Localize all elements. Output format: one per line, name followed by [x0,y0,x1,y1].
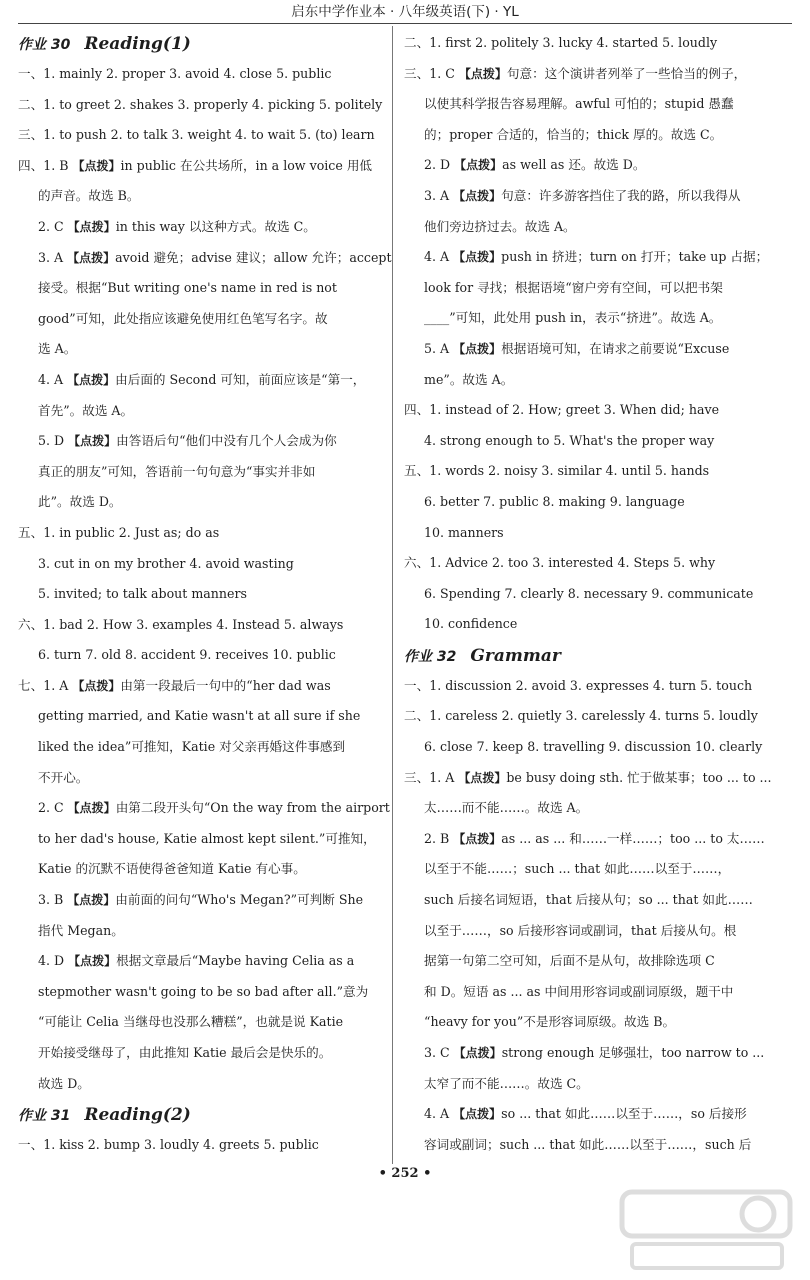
hint-marker: 【点拨】 [68,954,117,969]
header-rule [18,23,792,24]
answer-line: to her dad's house, Katie almost kept silent.”可推知， [38,830,376,846]
answer-line: 的；proper 合适的，恰当的；thick 厚的。故选 C。 [424,126,723,142]
hint-marker: 【点拨】 [453,1046,502,1060]
answer-line: stepmother wasn't going to be so bad after all.”意为 [38,983,369,999]
answer-line: 太……而不能……。故选 A。 [424,800,589,816]
answer-line: 故选 D。 [38,1075,90,1091]
answer-line: 3. A 【点拨】句意：许多游客挡住了我的路，所以我得从 [424,187,741,203]
answer-line: 五、1. words 2. noisy 3. similar 4. until 5. hands [404,463,710,479]
answer-line: 七、1. A 【点拨】由第一段最后一句中的“her dad was [18,677,331,693]
answer-line: 2. C 【点拨】由第二段开头句“On the way from the airport [38,800,390,816]
answer-line: “可能让 Celia 当继母也没那么糟糕”，也就是说 Katie [38,1014,344,1030]
answer-line: 4. A 【点拨】由后面的 Second 可知，前面应该是“第一， [38,371,366,387]
page-header [0,0,810,24]
hint-marker: 【点拨】 [67,893,116,908]
hint-marker: 【点拨】 [454,158,503,173]
answer-line: “heavy for you”不是形容词原级。故选 B。 [424,1014,676,1030]
answer-line: 选 A。 [38,341,77,357]
answer-line: 此”。故选 D。 [38,494,122,510]
watermark-logo [618,1188,794,1274]
answer-line: 5. A 【点拨】根据语境可知，在请求之前要说“Excuse [424,340,730,356]
answer-line: 3. A 【点拨】avoid 避免；advise 建议；allow 允许；accept [38,249,392,265]
answer-line: 3. B 【点拨】由前面的问句“Who's Megan?”可判断 She [38,892,364,908]
hint-marker: 【点拨】 [453,1107,502,1122]
section-name: Reading(1) [84,34,191,54]
hint-marker: 【点拨】 [453,831,502,846]
answer-line: liked the idea”可推知，Katie 对父亲再婚这件事感到 [38,739,346,755]
right-column [404,28,774,1160]
answer-line: 以使其科学报告容易理解。awful 可怕的；stupid 愚蠢 [424,96,734,112]
hint-marker: 【点拨】 [67,372,116,387]
section-title-31 [18,1101,380,1129]
answer-line: 6. close 7. keep 8. travelling 9. discussion 10. clearly [424,739,763,755]
answer-line: 4. strong enough to 5. What's the proper way [424,432,715,448]
answer-line: 据第一句第二空可知，后面不是从句，故排除选项 C [424,953,715,969]
answer-line: 他们旁边挤过去。故选 A。 [424,218,576,234]
answer-line: 4. D 【点拨】根据文章最后“Maybe having Celia as a [38,953,355,969]
hint-marker: 【点拨】 [453,341,502,356]
answer-line: 的声音。故选 B。 [38,188,140,204]
answer-line: 和 D。短语 as ... as 中间用形容词或副词原级，题干中 [424,983,734,999]
section-name: Grammar [470,645,561,666]
answer-line: 5. D 【点拨】由答语后句“他们中没有几个人会成为你 [38,433,337,449]
section-prefix: 作业 31 [18,1108,71,1125]
answer-line: 容词或副词；such ... that 如此……以至于……，such 后 [424,1136,752,1152]
answer-line: 4. A 【点拨】so ... that 如此……以至于……，so 后接形 [424,1106,747,1122]
hint-marker: 【点拨】 [72,678,121,693]
answer-line: 以至于不能……；such ... that 如此……以至于……， [424,861,731,877]
hint-marker: 【点拨】 [458,770,507,785]
answer-line: 2. C 【点拨】in this way 以这种方式。故选 C。 [38,218,316,234]
answer-line: 2. B 【点拨】as ... as ... 和……一样……；too ... to 太…… [424,830,765,846]
answer-line: 三、1. C 【点拨】句意：这个演讲者列举了一些恰当的例子， [404,65,747,81]
answer-line: 六、1. bad 2. How 3. examples 4. Instead 5. always [18,616,344,632]
hint-marker: 【点拨】 [67,219,116,234]
answer-line: 五、1. in public 2. Just as; do as [18,524,220,540]
page-number: • 252 • [378,1166,432,1181]
answer-line: 接受。根据“But writing one's name in red is not [38,280,337,296]
answer-line: Katie 的沉默不语使得爸爸知道 Katie 有心事。 [38,861,306,877]
answer-line: 10. confidence [424,616,518,632]
answer-line: me”。故选 A。 [424,371,514,387]
answer-line: 2. D 【点拨】as well as 还。故选 D。 [424,157,646,173]
answer-line: 3. cut in on my brother 4. avoid wasting [38,555,294,571]
header-title: 启东中学作业本 · 八年级英语(下) · YL [291,4,519,20]
answer-line: 二、1. first 2. politely 3. lucky 4. started 5. loudly [404,35,718,50]
section-prefix: 作业 30 [18,37,71,53]
left-column [18,28,392,1161]
answer-line: 太窄了而不能……。故选 C。 [424,1075,589,1091]
hint-marker: 【点拨】 [72,158,121,173]
answer-line: look for 寻找；根据语境“窗户旁有空间，可以把书架 [424,279,723,295]
answer-line: 一、1. discussion 2. avoid 3. expresses 4. turn 5. touch [404,677,753,693]
hint-marker: 【点拨】 [67,250,116,265]
answer-line: 三、1. to push 2. to talk 3. weight 4. to wait 5. (to) learn [18,127,375,143]
answer-line: 不开心。 [38,769,89,785]
answer-line: 3. C 【点拨】strong enough 足够强壮，too narrow to ... [424,1045,765,1060]
hint-marker: 【点拨】 [68,434,117,449]
answer-line: 一、1. kiss 2. bump 3. loudly 4. greets 5. public [18,1137,319,1153]
answer-line: good”可知，此处指应该避免使用红色笔写名字。故 [38,310,328,326]
answer-line: 四、1. instead of 2. How; greet 3. When did; have [404,402,720,418]
answer-line: 二、1. careless 2. quietly 3. carelessly 4. turns 5. loudly [404,708,758,724]
answer-line: 4. A 【点拨】push in 挤进；turn on 打开；take up 占据； [424,249,769,265]
answer-line: 四、1. B 【点拨】in public 在公共场所，in a low voice 用低 [18,157,373,173]
answer-line: 真正的朋友”可知，答语前一句句意为“事实并非如 [38,463,316,479]
answer-line: 6. better 7. public 8. making 9. language [424,493,685,509]
answer-line: 5. invited; to talk about manners [38,586,247,602]
answer-line: 首先”。故选 A。 [38,402,134,418]
answer-line: 六、1. Advice 2. too 3. interested 4. Steps 5. why [404,555,716,571]
column-divider [392,26,393,1164]
answer-line: 6. Spending 7. clearly 8. necessary 9. communicate [424,585,754,601]
answer-line: 开始接受继母了，由此推知 Katie 最后会是快乐的。 [38,1045,332,1060]
answer-line: 以至于……，so 后接形容词或副词，that 后接从句。根 [424,922,737,938]
hint-marker: 【点拨】 [67,801,116,816]
answer-line: 一、1. mainly 2. proper 3. avoid 4. close 5. public [18,66,332,81]
answer-line: 指代 Megan。 [38,922,124,938]
answer-line: 三、1. A 【点拨】be busy doing sth. 忙于做某事；too ... to ... [404,769,772,785]
answer-line: getting married, and Katie wasn't at all sure if she [38,708,361,724]
answer-line: such 后接名词短语，that 后接从句；so ... that 如此…… [424,892,753,908]
answer-line: 6. turn 7. old 8. accident 9. receives 10. public [38,647,336,663]
section-name: Reading(2) [84,1105,191,1126]
section-title-30 [18,30,380,58]
section-prefix: 作业 32 [404,648,457,665]
hint-marker: 【点拨】 [453,188,502,203]
hint-marker: 【点拨】 [458,66,507,81]
answer-line: 二、1. to greet 2. shakes 3. properly 4. picking 5. politely [18,96,383,112]
answer-line: ____”可知，此处用 push in，表示“挤进”。故选 A。 [424,310,722,326]
section-title-32 [404,642,774,670]
hint-marker: 【点拨】 [453,250,502,265]
answer-line: 10. manners [424,524,504,540]
